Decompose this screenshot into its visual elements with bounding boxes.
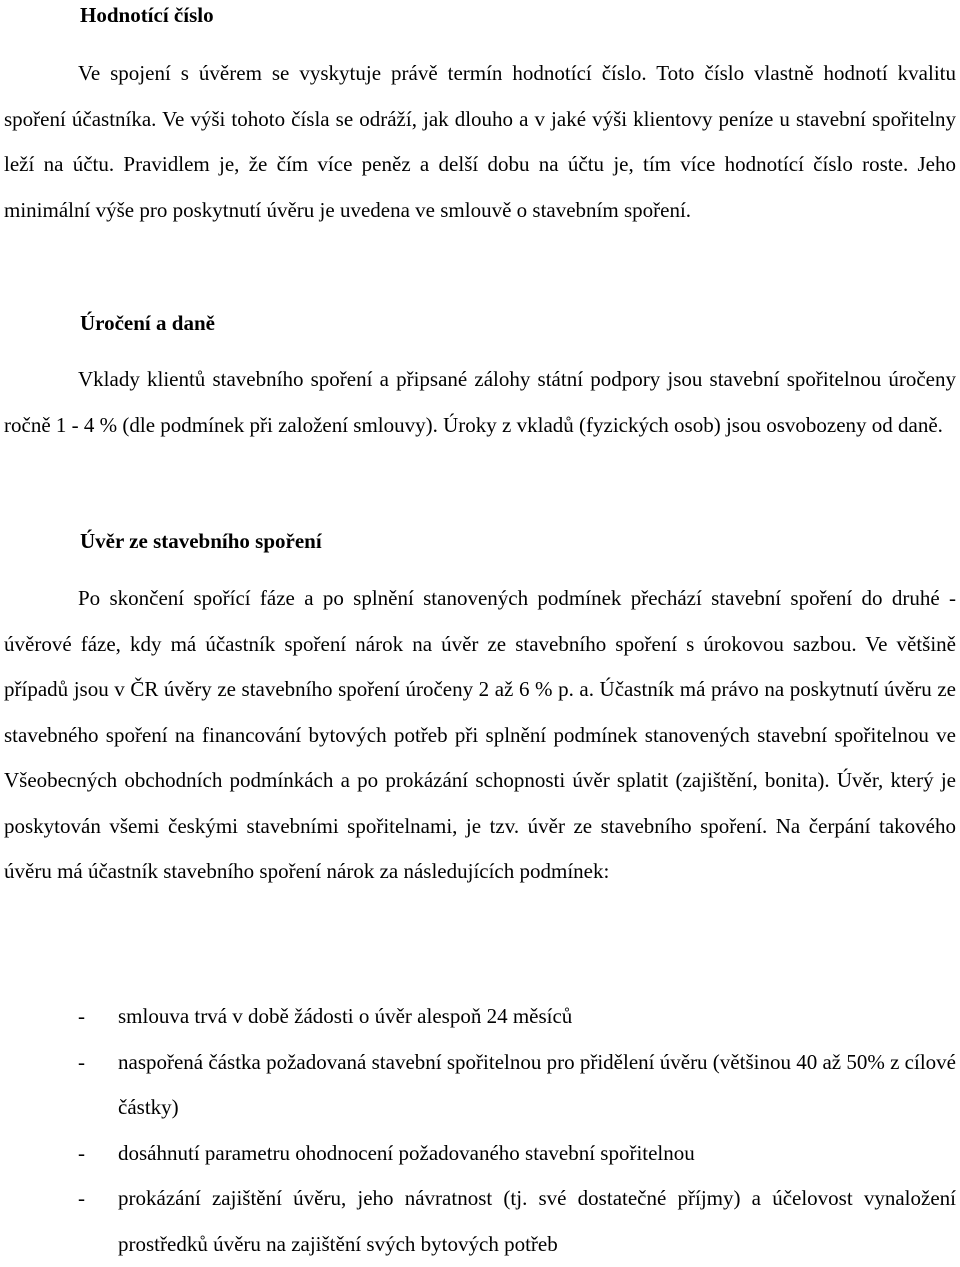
paragraph-hodnotici-cislo: Ve spojení s úvěrem se vyskytuje právě termín hodnotící číslo. Toto číslo vlastně hodnotí kvalitu spoření účastníka. Ve výši tohoto čísla se odráží, jak dlouho a v jaké výši klientovy peníze u stavební spořitelny leží na účtu. Pravidlem je, že čím více peněz a delší dobu na účtu je, tím více hodnotící číslo roste. Jeho minimální výše pro poskytnutí úvěru je uvedena ve smlouvě o stavebním spoření. bbox=[4, 61, 956, 222]
list-dash: - bbox=[78, 1049, 85, 1074]
list-item-text: prokázání zajištění úvěru, jeho návratnost (tj. své dostatečné příjmy) a účelovost vynaložení prostředků úvěru na zajištění svých bytových potřeb bbox=[118, 1186, 956, 1256]
paragraph-uver-ze-stavebniho-sporeni: Po skončení spořící fáze a po splnění stanovených podmínek přechází stavební spoření do druhé - úvěrové fáze, kdy má účastník spoření nárok na úvěr ze stavebního spoření s úrokovou sazbou. Ve většině případů jsou v ČR úvěry ze stavebního spoření úročeny 2 až 6 % p. a. Účastník má právo na poskytnutí úvěru ze stavebného spoření na financování bytových potřeb při splnění podmínek stanovených stavební spořitelnou ve Všeobecných obchodních podmínkách a po prokázání schopnosti úvěr splatit (zajištění, bonita). Úvěr, který je poskytován všemi českými stavebními spořitelnami, je tzv. úvěr ze stavebního spoření. Na čerpání takového úvěru má účastník stavebního spoření nárok za následujících podmínek: bbox=[4, 586, 956, 883]
list-dash: - bbox=[78, 1004, 85, 1028]
list-item-text: smlouva trvá v době žádosti o úvěr alespoň 24 měsíců bbox=[118, 1004, 573, 1028]
list-item bbox=[4, 1131, 956, 1177]
list-dash: - bbox=[78, 1140, 85, 1165]
list-item bbox=[4, 1176, 956, 1267]
list-item bbox=[4, 1040, 956, 1131]
section-heading-hodnotici-cislo: Hodnotící číslo bbox=[80, 3, 214, 27]
list-dash: - bbox=[78, 1186, 85, 1210]
section-heading-uroceni-a-dane: Úročení a daně bbox=[80, 311, 215, 335]
list-item-text: naspořená částka požadovaná stavební spořitelnou pro přidělení úvěru (většinou 40 až 50% z cílové částky) bbox=[118, 1049, 956, 1119]
list-item-text: dosáhnutí parametru ohodnocení požadovaného stavební spořitelnou bbox=[118, 1140, 695, 1165]
conditions-list bbox=[4, 994, 956, 1267]
section-heading-uver-ze-stavebniho-sporeni: Úvěr ze stavebního spoření bbox=[80, 529, 322, 553]
list-item bbox=[4, 994, 956, 1040]
paragraph-uroceni-a-dane: Vklady klientů stavebního spoření a připsané zálohy státní podpory jsou stavební spořitelnou úročeny ročně 1 - 4 % (dle podmínek při založení smlouvy). Úroky z vkladů (fyzických osob) jsou osvobozeny od daně. bbox=[4, 367, 956, 437]
